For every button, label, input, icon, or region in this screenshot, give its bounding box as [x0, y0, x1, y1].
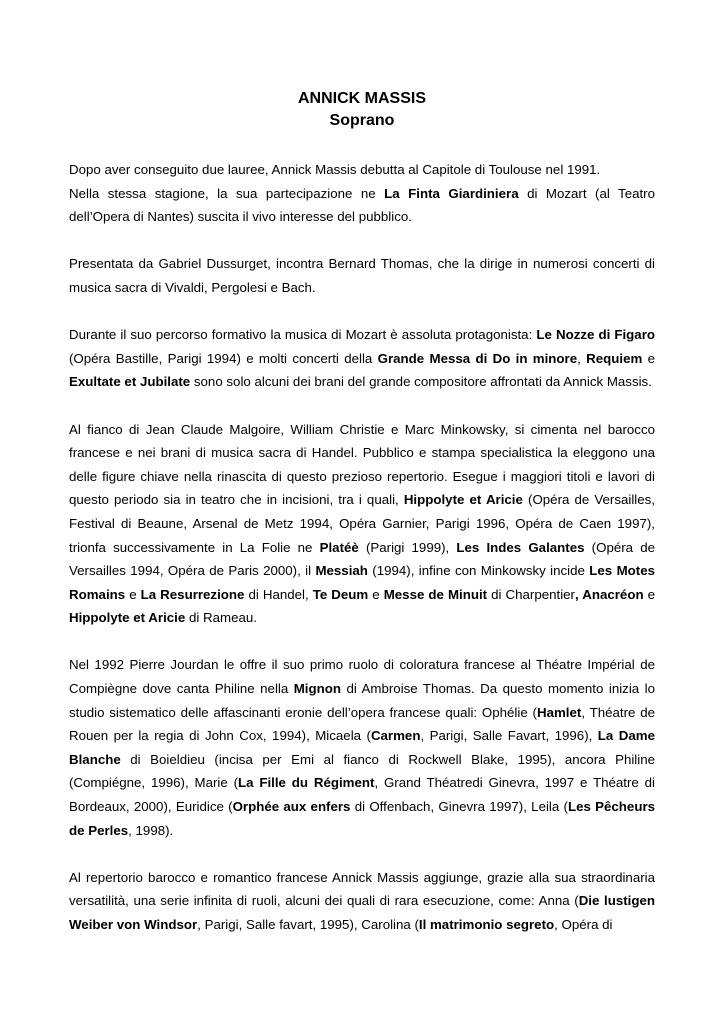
paragraph-text: di Offenbach, Ginevra 1997), Leila (	[350, 799, 568, 815]
bold-title-text: La Finta Giardiniera	[384, 185, 519, 201]
paragraph	[69, 252, 655, 299]
bold-title-text: Die lustigen Weiber von Windsor	[69, 893, 655, 932]
paragraph-text: sono solo alcuni dei brani del grande compositore affrontati da Annick Massis.	[190, 374, 652, 390]
bold-title-text: Mignon	[293, 681, 341, 697]
paragraph-text: Presentata da Gabriel Dussurget, incontra Bernard Thomas, che la dirige in numerosi concerti di musica sacra di Vivaldi, Pergolesi e Bach.	[69, 256, 655, 295]
bold-title-text: La Resurrezione	[140, 586, 245, 602]
paragraph-text: e	[643, 586, 656, 602]
bold-title-text: Exultate et Jubilate	[69, 374, 191, 390]
paragraph-text: di Boieldieu (incisa per Emi al fianco di Rockwell Blake, 1995), ancora Philine (Compiégne, 1996), Marie (	[69, 751, 655, 791]
bold-title-text: Hippolyte et Aricie	[69, 610, 186, 626]
paragraph-text: , Grand Théatredi Ginevra, 1997 e Théatre di Bordeaux, 2000), Euridice (	[69, 775, 655, 815]
paragraph-text: e	[125, 586, 141, 602]
bold-title-text: Platéè	[319, 539, 359, 555]
paragraph-text: (Opéra Bastille, Parigi 1994) e molti concerti della	[69, 350, 378, 366]
paragraph-text: e	[642, 350, 656, 366]
paragraph-text: di Mozart (al Teatro dell’Opera di Nantes) suscita il vivo interesse del pubblico.	[69, 185, 655, 225]
paragraph-text: (1994), infine con Minkowsky incide	[367, 563, 590, 579]
document-subtitle: Soprano	[329, 112, 395, 129]
bold-title-text: Grande Messa di Do in minore	[377, 350, 578, 366]
paragraph	[69, 158, 655, 229]
paragraph-text: , Parigi, Salle favart, 1995), Carolina (	[197, 917, 419, 932]
paragraph-text: di Rameau.	[185, 610, 257, 626]
paragraph-text: Al repertorio barocco e romantico francese Annick Massis aggiunge, grazie alla sua straordinaria versatilità, una serie infinita di ruoli, alcuni dei quali di rara esecuzione, come: Anna (	[69, 869, 655, 909]
paragraph-text: Dopo aver conseguito due lauree, Annick Massis debutta al Capitole di Toulouse nel 1991.	[69, 162, 601, 177]
paragraph-text: Al fianco di Jean Claude Malgoire, William Christie e Marc Minkowsky, si cimenta nel barocco francese e nei brani di musica sacra di Handel. Pubblico e stampa specialistica la eleggono una delle figure chiave nella rinascita di questo prezioso repertorio. Esegue i maggiori titoli e lavori di questo periodo sia in teatro che in incisioni, tra i quali,	[69, 421, 655, 508]
paragraph-text: e	[368, 586, 384, 602]
document-page	[69, 88, 655, 960]
paragraph-text: ,	[577, 350, 587, 366]
bold-title-text: La Fille du Régiment	[238, 775, 375, 791]
bold-title-text: Te Deum	[312, 586, 369, 602]
paragraph-text: , Théatre de Rouen per la regia di John Cox, 1994), Micaela (	[69, 704, 655, 744]
paragraph-text: (Parigi 1999),	[358, 539, 457, 555]
paragraph-text: , Parigi, Salle Favart, 1996),	[420, 728, 598, 744]
bold-title-text: Hamlet	[536, 704, 582, 720]
bold-title-text: La Dame Blanche	[69, 728, 655, 767]
bold-title-text: Messiah	[315, 563, 368, 579]
paragraph-text: di Handel,	[244, 586, 313, 602]
paragraph	[69, 418, 655, 630]
document-title: ANNICK MASSIS	[297, 90, 426, 107]
paragraph-text: Nel 1992 Pierre Jourdan le offre il suo primo ruolo di coloratura francese al Théatre Impérial de Compiègne dove canta Philine nella	[69, 657, 655, 697]
bold-title-text: Hippolyte et Aricie	[403, 492, 523, 508]
bold-title-text: Carmen	[370, 728, 421, 744]
bold-title-text: Requiem	[586, 350, 643, 366]
bold-title-text: Orphée aux enfers	[232, 799, 351, 815]
paragraph-text: Nella stessa stagione, la sua partecipazione ne	[69, 185, 385, 201]
paragraph-text: di Charpentier	[487, 586, 575, 602]
bold-title-text: Les Motes Romains	[69, 563, 655, 602]
bold-title-text: Il matrimonio segreto	[418, 917, 555, 932]
paragraph-text: , Opéra di	[554, 917, 613, 932]
bold-title-text: Les Indes Galantes	[456, 539, 585, 555]
paragraph-text: (Opéra de Versailles, Festival di Beaune, Arsenal de Metz 1994, Opéra Garnier, Parigi 1996, Opéra de Caen 1997), trionfa successivamente in La Folie ne	[69, 492, 655, 555]
paragraph	[69, 323, 655, 394]
paragraph-text: Durante il suo percorso formativo la musica di Mozart è assoluta protagonista:	[69, 327, 537, 343]
paragraph-text: , 1998).	[128, 822, 174, 838]
bold-title-text: Messe de Minuit	[383, 586, 488, 602]
document-body	[69, 158, 655, 937]
paragraph-text: (Opéra de Versailles 1994, Opéra de Paris 2000), il	[69, 539, 655, 579]
bold-title-text: , Anacréon	[575, 586, 644, 602]
paragraph	[69, 866, 655, 937]
paragraph	[69, 653, 655, 842]
bold-title-text: Le Nozze di Figaro	[536, 327, 655, 343]
bold-title-text: Les Pêcheurs de Perles	[69, 799, 656, 838]
paragraph-text: di Ambroise Thomas. Da questo momento inizia lo studio sistematico delle affascinanti eronie dell’opera francese quali: Ophélie (	[69, 681, 655, 720]
